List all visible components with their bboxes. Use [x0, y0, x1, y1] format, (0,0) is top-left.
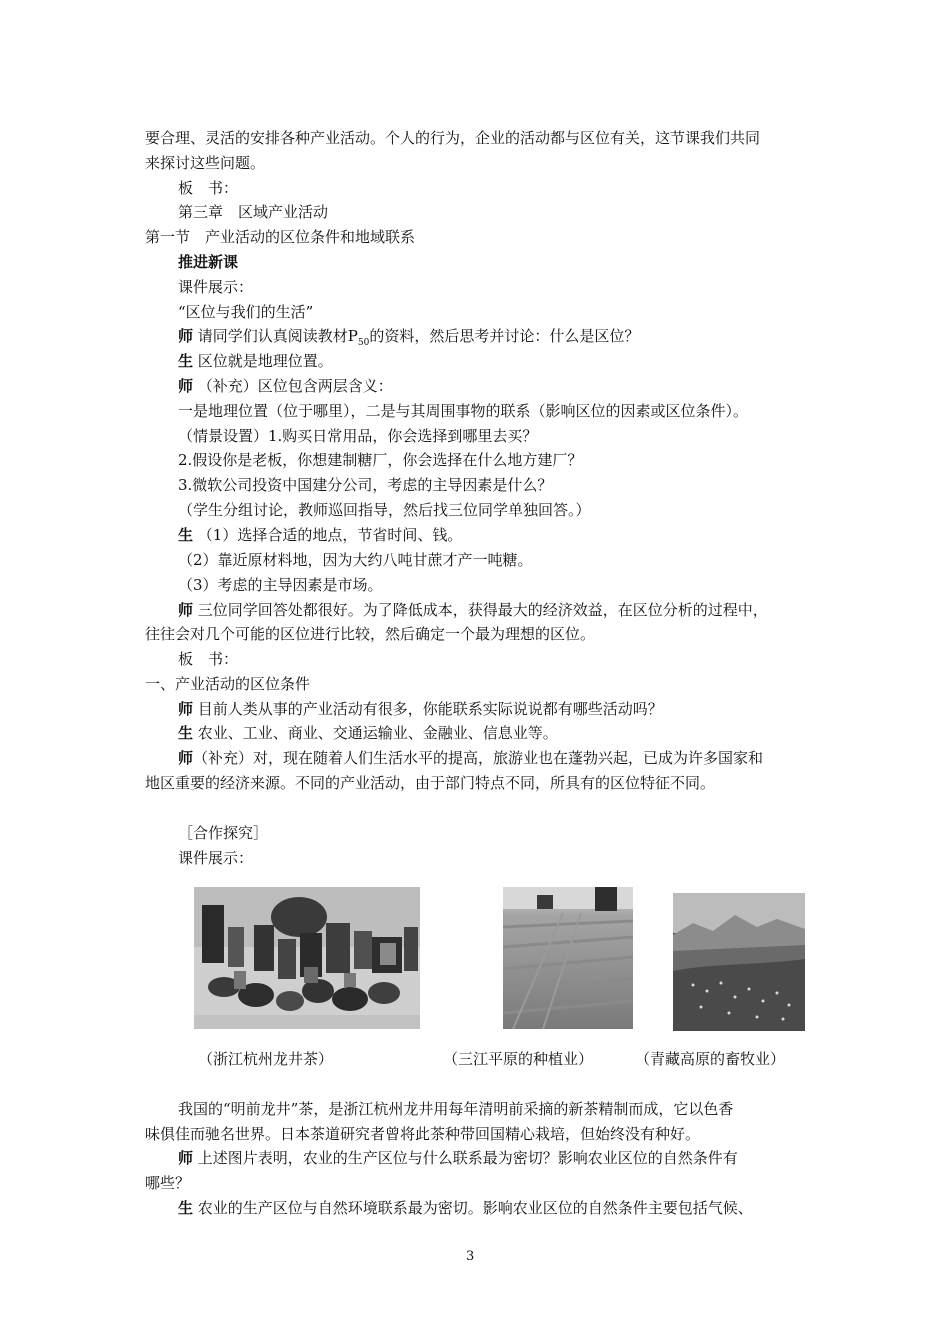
section-subheading: 一、产业活动的区位条件 — [145, 675, 311, 693]
slide-title: “区位与我们的生活” — [178, 303, 314, 321]
body-line: （3）考虑的主导因素是市场。 — [178, 576, 383, 594]
dialogue-line — [178, 1148, 738, 1168]
dialogue-text: 农业、工业、商业、交通运输业、金融业、信息业等。 — [197, 724, 558, 742]
dialogue-text: 目前人类从事的产业活动有很多，你能联系实际说说都有哪些活动吗？ — [197, 700, 663, 718]
dialogue-text: 农业的生产区位与自然环境联系最为密切。影响农业区位的自然条件主要包括气候、 — [197, 1199, 753, 1217]
teacher-speaker: 师 — [178, 749, 194, 767]
student-speaker: 生 — [178, 352, 194, 370]
page-subscript: 50 — [357, 338, 370, 348]
body-line: （2）靠近原材料地，因为大约八吨甘蔗才产一吨糖。 — [178, 551, 533, 569]
photo-caption: （三江平原的种植业） — [443, 1050, 594, 1068]
body-line: 来探讨这些问题。 — [145, 154, 266, 172]
body-line: 3.微软公司投资中国建分公司，考虑的主导因素是什么？ — [178, 476, 553, 494]
page-number: 3 — [466, 1249, 475, 1264]
body-line: 课件展示： — [178, 278, 254, 296]
student-speaker: 生 — [178, 526, 194, 544]
lesson-heading: 推进新课 — [178, 253, 239, 271]
dialogue-line — [178, 600, 768, 620]
teacher-speaker: 师 — [178, 700, 194, 718]
dialogue-text: （补充）区位包含两层含义： — [197, 377, 393, 395]
body-line: 味俱佳而驰名世界。日本茶道研究者曾将此茶种带回国精心栽培，但始终没有种好。 — [145, 1125, 701, 1143]
dialogue-text: （补充）对，现在随着人们生活水平的提高，旅游业也在蓬勃兴起，已成为许多国家和 — [193, 749, 764, 767]
sanjiang-farmland-photo — [503, 887, 633, 1029]
photo-caption: （青藏高原的畜牧业） — [635, 1050, 786, 1068]
body-line: 哪些？ — [145, 1174, 191, 1192]
chapter-heading: 第三章 区域产业活动 — [178, 203, 329, 221]
body-line: （情景设置）1.购买日常用品，你会选择到哪里去买？ — [178, 427, 538, 445]
body-line: 课件展示： — [178, 849, 254, 867]
dialogue-text: （1）选择合适的地点，节省时间、钱。 — [197, 526, 463, 544]
teacher-speaker: 师 — [178, 601, 194, 619]
dialogue-text: 三位同学回答处都很好。为了降低成本，获得最大的经济效益，在区位分析的过程中， — [197, 601, 768, 619]
activity-heading: ［合作探究］ — [178, 824, 269, 842]
body-line: （学生分组讨论，教师巡回指导，然后找三位同学单独回答。） — [178, 501, 591, 519]
qingzang-pasture-photo — [673, 893, 805, 1031]
dialogue-line — [178, 748, 763, 768]
section-heading: 第一节 产业活动的区位条件和地域联系 — [145, 228, 416, 246]
dialogue-line — [178, 326, 639, 353]
dialogue-line — [178, 723, 558, 743]
body-line: 地区重要的经济来源。不同的产业活动，由于部门特点不同，所具有的区位特征不同。 — [145, 774, 716, 792]
dialogue-line — [178, 1198, 753, 1218]
body-line: 要合理、灵活的安排各种产业活动。个人的行为，企业的活动都与区位有关，这节课我们共同 — [145, 129, 761, 147]
body-line: 我国的“明前龙井”茶，是浙江杭州龙井用每年清明前采摘的新茶精制而成，它以色香 — [178, 1100, 734, 1118]
dialogue-line — [178, 525, 462, 545]
dialogue-line — [178, 376, 393, 396]
teacher-speaker: 师 — [178, 327, 194, 345]
teacher-speaker: 师 — [178, 1149, 194, 1167]
board-label: 板 书： — [178, 179, 239, 197]
dialogue-text: 区位就是地理位置。 — [197, 352, 333, 370]
body-line: 往往会对几个可能的区位进行比较，然后确定一个最为理想的区位。 — [145, 625, 596, 643]
dialogue-text: 请同学们认真阅读教材P — [197, 327, 358, 345]
dialogue-text: 上述图片表明，农业的生产区位与什么联系最为密切？影响农业区位的自然条件有 — [197, 1149, 738, 1167]
teacher-speaker: 师 — [178, 377, 194, 395]
body-line: 2.假设你是老板，你想建制糖厂，你会选择在什么地方建厂？ — [178, 451, 583, 469]
body-line: 一是地理位置（位于哪里），二是与其周围事物的联系（影响区位的因素或区位条件）。 — [178, 402, 749, 420]
longjing-tea-photo — [194, 887, 420, 1029]
dialogue-line — [178, 699, 663, 719]
dialogue-line — [178, 351, 333, 371]
photo-caption: （浙江杭州龙井茶） — [198, 1050, 334, 1068]
board-label: 板 书： — [178, 650, 239, 668]
student-speaker: 生 — [178, 1199, 194, 1217]
student-speaker: 生 — [178, 724, 194, 742]
dialogue-text: 的资料，然后思考并讨论：什么是区位？ — [369, 327, 640, 345]
